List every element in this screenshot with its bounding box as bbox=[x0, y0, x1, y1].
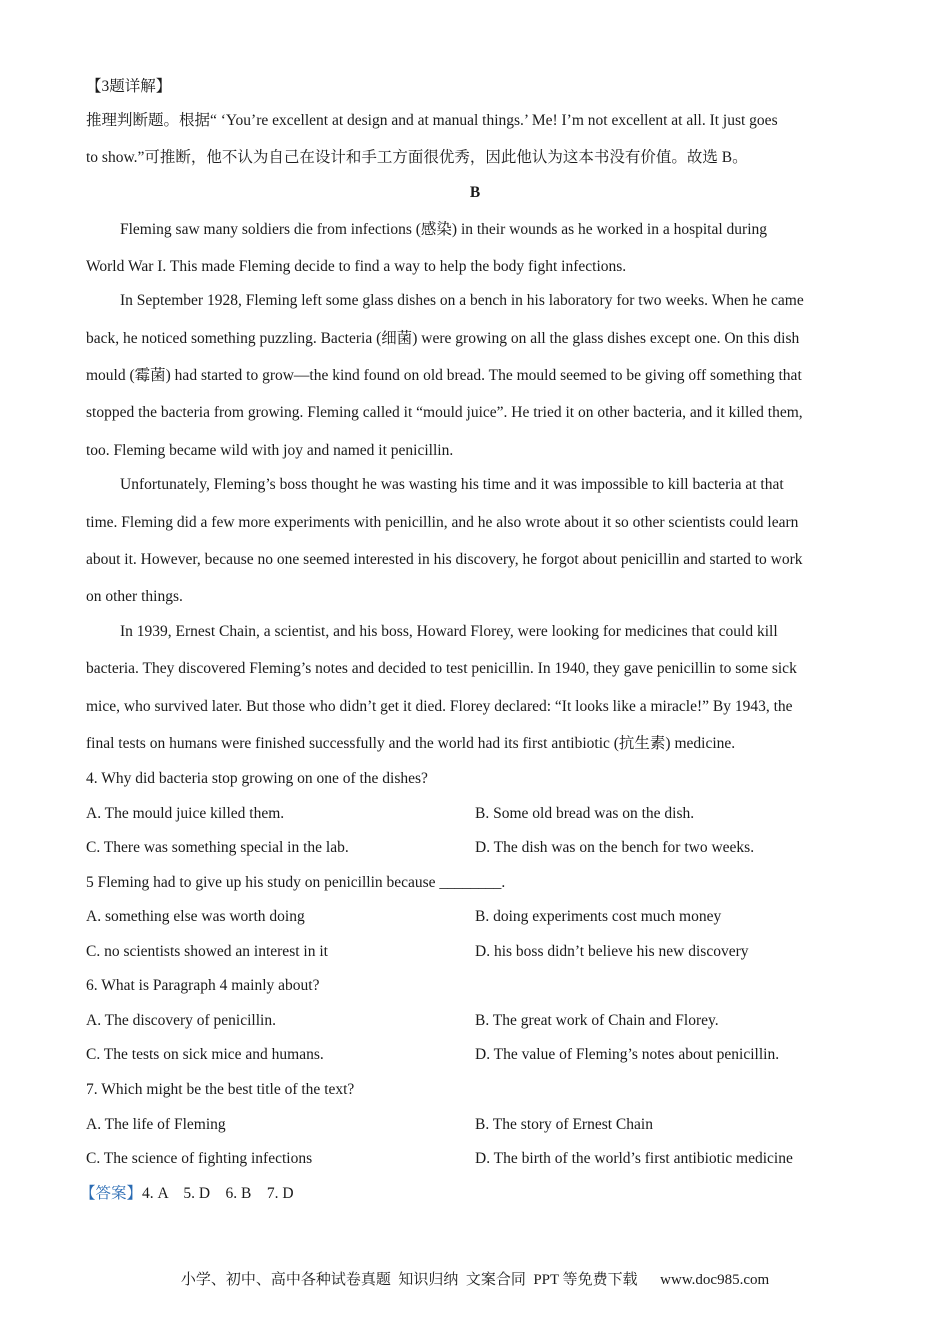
question-4-option-a: A. The mould juice killed them. bbox=[86, 805, 285, 822]
question-7-option-c: C. The science of fighting infections bbox=[86, 1150, 313, 1167]
passage-line: about it. However, because no one seemed interested in his discovery, he forgot about penicillin and started to work bbox=[86, 551, 803, 568]
question-6-option-a: A. The discovery of penicillin. bbox=[86, 1012, 276, 1029]
question-7-stem: 7. Which might be the best title of the text? bbox=[86, 1081, 355, 1098]
answer-line bbox=[80, 1184, 858, 1204]
question-6-option-d: D. The value of Fleming’s notes about penicillin. bbox=[475, 1046, 780, 1063]
question-4-option-c: C. There was something special in the lab. bbox=[86, 839, 349, 856]
passage-line: on other things. bbox=[86, 588, 183, 605]
question-5-option-a: A. something else was worth doing bbox=[86, 908, 305, 925]
question-6-option-b: B. The great work of Chain and Florey. bbox=[475, 1012, 719, 1029]
section-label: B bbox=[469, 184, 481, 201]
question-5-stem: 5 Fleming had to give up his study on penicillin because ________. bbox=[86, 874, 506, 891]
question-4-option-d: D. The dish was on the bench for two weeks. bbox=[475, 839, 755, 856]
passage-line: time. Fleming did a few more experiments with penicillin, and he also wrote about it so other scientists could learn bbox=[86, 514, 799, 531]
passage-line: back, he noticed something puzzling. Bacteria (细菌) were growing on all the glass dishes except one. On this dish bbox=[86, 330, 800, 347]
question-7-option-d: D. The birth of the world’s first antibiotic medicine bbox=[475, 1150, 793, 1167]
question-5-option-b: B. doing experiments cost much money bbox=[475, 908, 722, 925]
question-6-stem: 6. What is Paragraph 4 mainly about? bbox=[86, 977, 320, 994]
question-5-option-d: D. his boss didn’t believe his new discovery bbox=[475, 943, 749, 960]
passage-line: In September 1928, Fleming left some glass dishes on a bench in his laboratory for two weeks. When he came bbox=[120, 292, 804, 309]
question-6-option-c: C. The tests on sick mice and humans. bbox=[86, 1046, 324, 1063]
question-4-option-b: B. Some old bread was on the dish. bbox=[475, 805, 695, 822]
answer-values: 4. A 5. D 6. B 7. D bbox=[142, 1185, 294, 1202]
passage-line: stopped the bacteria from growing. Fleming called it “mould juice”. He tried it on other bacteria, and it killed them, bbox=[86, 404, 803, 421]
passage-line: too. Fleming became wild with joy and named it penicillin. bbox=[86, 442, 454, 459]
question-4-stem: 4. Why did bacteria stop growing on one of the dishes? bbox=[86, 770, 428, 787]
q3-detail-header: 【3题详解】 bbox=[86, 78, 172, 95]
question-5-option-c: C. no scientists showed an interest in it bbox=[86, 943, 328, 960]
passage-line: Unfortunately, Fleming’s boss thought he was wasting his time and it was impossible to kill bacteria at that bbox=[120, 476, 784, 493]
passage-line: mice, who survived later. But those who didn’t get it died. Florey declared: “It looks like a miracle!” By 1943, the bbox=[86, 698, 793, 715]
q3-detail-line-2: to show.”可推断，他不认为自己在设计和手工方面很优秀，因此他认为这本书没有价值。故选 B。 bbox=[86, 149, 748, 166]
page-footer: 小学、初中、高中各种试卷真题 知识归纳 文案合同 PPT 等免费下载 www.doc985.com bbox=[180, 1272, 770, 1288]
question-7-option-a: A. The life of Fleming bbox=[86, 1116, 226, 1133]
q3-detail-line-1: 推理判断题。根据“ ‘You’re excellent at design and at manual things.’ Me! I’m not excellent at all. It just goes bbox=[86, 112, 778, 129]
answer-label: 【答案】 bbox=[80, 1185, 143, 1202]
passage-line: Fleming saw many soldiers die from infections (感染) in their wounds as he worked in a hospital during bbox=[120, 221, 768, 238]
passage-line: final tests on humans were finished successfully and the world had its first antibiotic (抗生素) medicine. bbox=[86, 735, 736, 752]
passage-line: mould (霉菌) had started to grow—the kind found on old bread. The mould seemed to be giving off something that bbox=[86, 367, 802, 384]
passage-line: bacteria. They discovered Fleming’s notes and decided to test penicillin. In 1940, they gave penicillin to some sick bbox=[86, 660, 797, 677]
question-7-option-b: B. The story of Ernest Chain bbox=[475, 1116, 653, 1133]
passage-line: In 1939, Ernest Chain, a scientist, and his boss, Howard Florey, were looking for medicines that could kill bbox=[120, 623, 778, 640]
passage-line: World War I. This made Fleming decide to find a way to help the body fight infections. bbox=[86, 258, 627, 275]
